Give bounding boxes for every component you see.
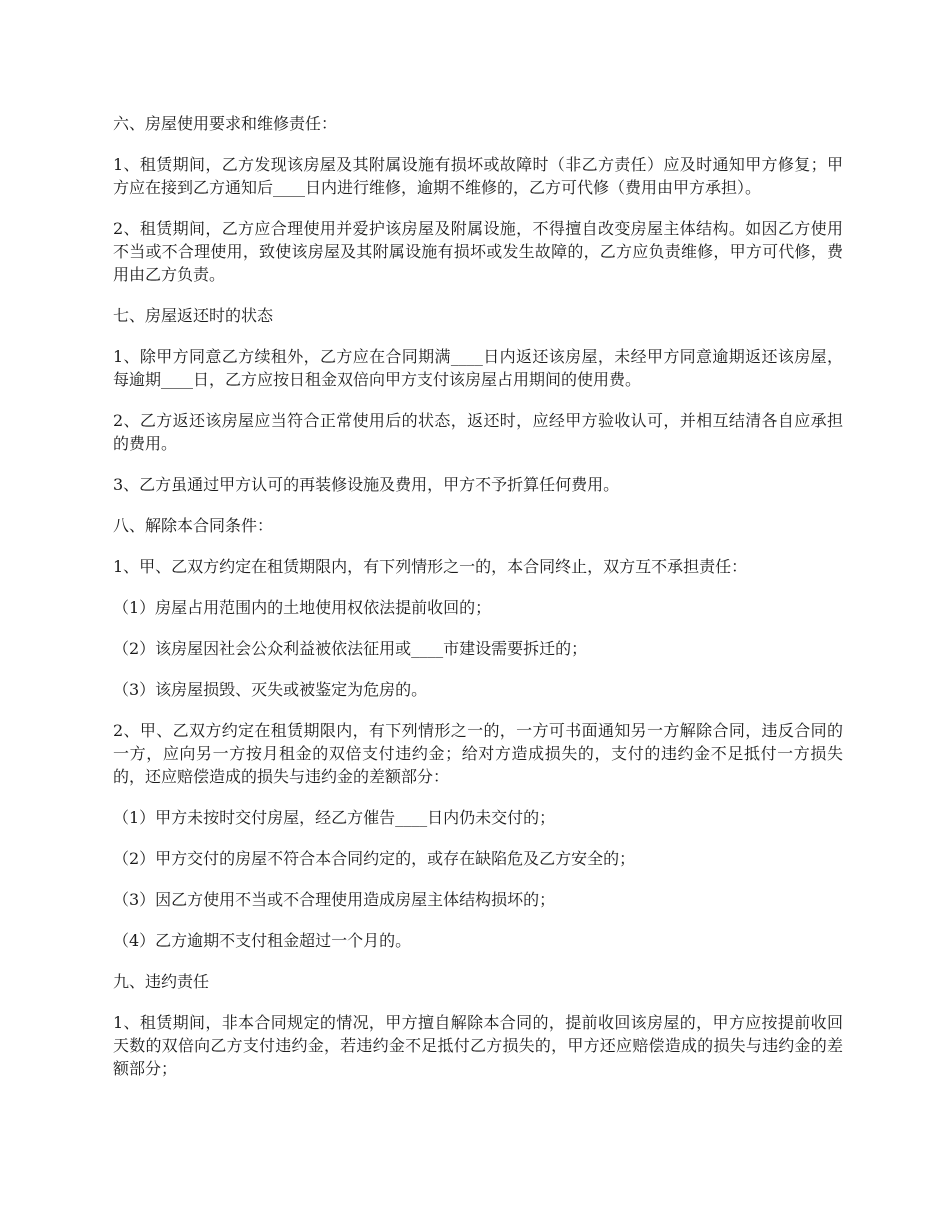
clause-9-1: 1、租赁期间，非本合同规定的情况，甲方擅自解除本合同的，提前收回该房屋的，甲方应按提前收回天数的双倍向乙方支付违约金，若违约金不足抵付乙方损失的，甲方还应赔偿造成的损失与违约金的差额部分； xyxy=(113,1013,843,1078)
clause-8-2-item-4: （4）乙方逾期不支付租金超过一个月的。 xyxy=(113,931,412,950)
clause-8-1-item-1: （1）房屋占用范围内的土地使用权依法提前收回的； xyxy=(113,598,492,617)
clause-8-1-item-2: （2）该房屋因社会公众利益被依法征用或____市建设需要拆迁的； xyxy=(113,639,588,658)
clause-8-2-item-2: （2）甲方交付的房屋不符合本合同约定的，或存在缺陷危及乙方安全的； xyxy=(113,849,636,868)
clause-8-2: 2、甲、乙双方约定在租赁期限内，有下列情形之一的，一方可书面通知另一方解除合同，违反合同的一方，应向另一方按月租金的双倍支付违约金；给对方造成损失的，支付的违约金不足抵付一方损失的，还应赔偿造成的损失与违约金的差额部分： xyxy=(113,721,843,786)
clause-6-1: 1、租赁期间，乙方发现该房屋及其附属设施有损坏或故障时（非乙方责任）应及时通知甲方修复；甲方应在接到乙方通知后____日内进行维修，逾期不维修的，乙方可代修（费用由甲方承担）。 xyxy=(113,155,843,197)
clause-8-2-item-1: （1）甲方未按时交付房屋，经乙方催告____日内仍未交付的； xyxy=(113,808,556,827)
clause-7-3: 3、乙方虽通过甲方认可的再装修设施及费用，甲方不予折算任何费用。 xyxy=(113,475,620,494)
clause-8-2-item-3: （3）因乙方使用不当或不合理使用造成房屋主体结构损坏的； xyxy=(113,890,556,909)
section-heading-9: 九、违约责任 xyxy=(113,972,210,991)
section-heading-6: 六、房屋使用要求和维修责任： xyxy=(113,114,338,133)
clause-7-1: 1、除甲方同意乙方续租外，乙方应在合同期满____日内返还该房屋，未经甲方同意逾期返还该房屋，每逾期____日，乙方应按日租金双倍向甲方支付该房屋占用期间的使用费。 xyxy=(113,347,843,389)
clause-8-1-item-3: （3）该房屋损毁、灭失或被鉴定为危房的。 xyxy=(113,680,428,699)
clause-7-2: 2、乙方返还该房屋应当符合正常使用后的状态，返还时，应经甲方验收认可，并相互结清各自应承担的费用。 xyxy=(113,411,843,453)
section-heading-8: 八、解除本合同条件： xyxy=(113,516,274,535)
clause-8-1: 1、甲、乙双方约定在租赁期限内，有下列情形之一的，本合同终止，双方互不承担责任： xyxy=(113,557,748,576)
section-heading-7: 七、房屋返还时的状态 xyxy=(113,306,274,325)
clause-6-2: 2、租赁期间，乙方应合理使用并爱护该房屋及附属设施，不得擅自改变房屋主体结构。如因乙方使用不当或不合理使用，致使该房屋及其附属设施有损坏或发生故障的，乙方应负责维修，甲方可代修，费用由乙方负责。 xyxy=(113,219,843,284)
document-body xyxy=(113,112,843,1098)
